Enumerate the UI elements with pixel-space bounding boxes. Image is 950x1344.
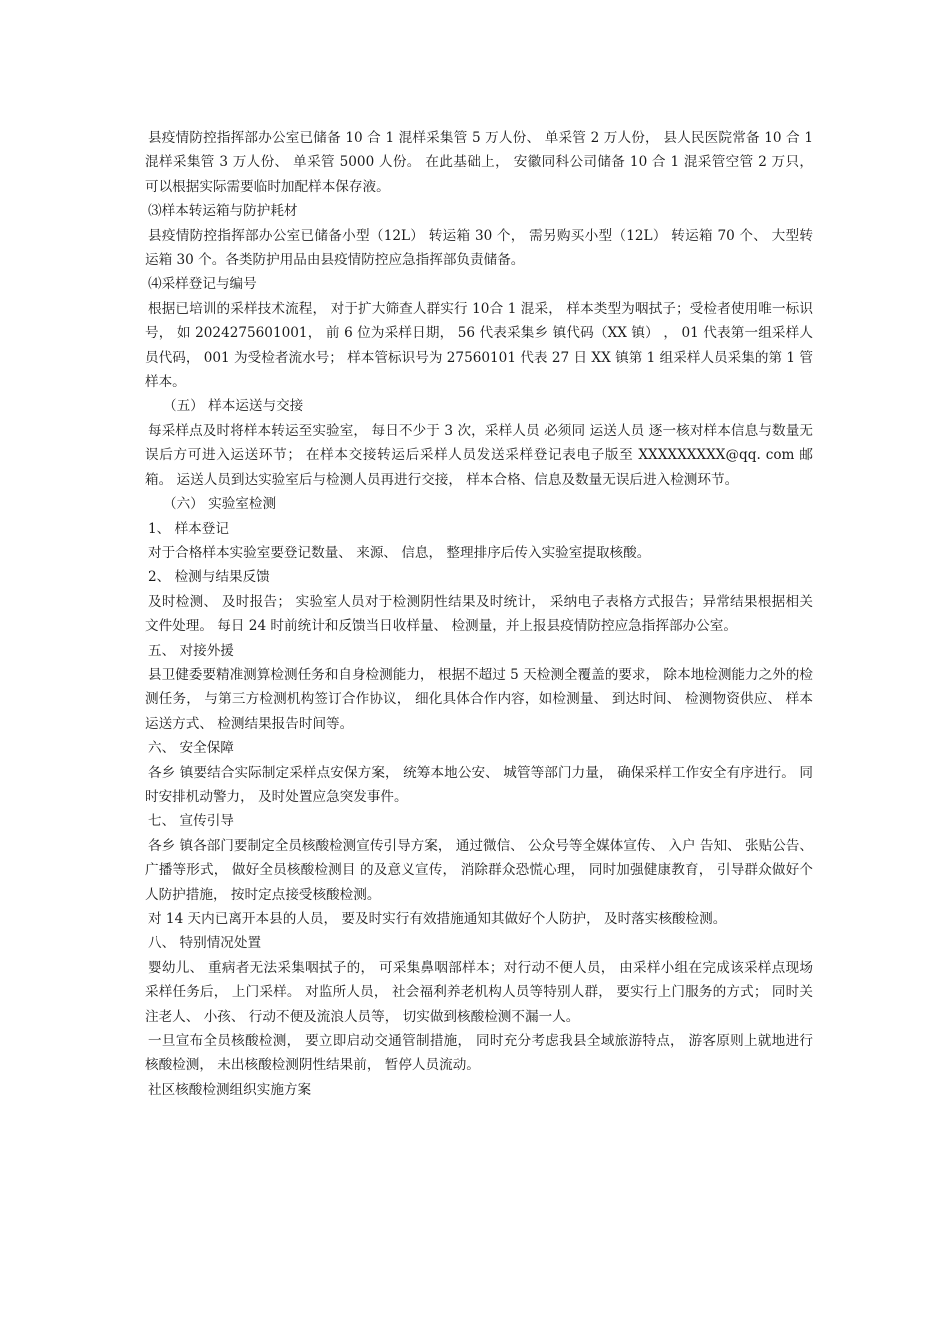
section-heading: 五、 对接外援 (148, 642, 234, 659)
body-paragraph: 根据已培训的采样技术流程， 对于扩大筛查人群实行 10合 1 混采， 样本类型为咽拭子；受检者使用唯一标识号， 如 2024275601001， 前 6 位为采样日期， 56 代表采集乡 镇代码（XX 镇） ， 01 代表第一组采样人员代码， 001 为受检者流水号； 样本管标识号为 27560101 代表 27 日 XX 镇第 1 组采样人员采集的第 1 管样本。 (145, 300, 813, 391)
section-heading: （六） 实验室检测 (163, 496, 277, 513)
section-heading: 2、 检测与结果反馈 (148, 569, 270, 586)
body-paragraph: 各乡 镇各部门要制定全员核酸检测宣传引导方案， 通过微信、 公众号等全媒体宣传、 入户 告知、 张贴公告、 广播等形式， 做好全员核酸检测目 的及意义宣传， 消除群众恐慌心理， 同时加强健康教育， 引导群众做好个人防护措施， 按时定点接受核酸检测。 (145, 837, 813, 903)
section-heading: 社区核酸检测组织实施方案 (148, 1081, 312, 1098)
body-paragraph: 对 14 天内已离开本县的人员， 要及时实行有效措施通知其做好个人防护， 及时落实核酸检测。 (148, 911, 727, 927)
body-paragraph: 对于合格样本实验室要登记数量、 来源、 信息， 整理排序后传入实验室提取核酸。 (148, 544, 651, 561)
section-heading: ⑶样本转运箱与防护耗材 (148, 203, 298, 220)
section-heading: ⑷采样登记与编号 (148, 276, 257, 293)
section-heading: 1、 样本登记 (148, 520, 229, 537)
body-paragraph: 婴幼儿、 重病者无法采集咽拭子的， 可采集鼻咽部样本；对行动不便人员， 由采样小组在完成该采样点现场采样任务后， 上门采样。 对监所人员， 社会福利养老机构人员等特别人群， 要实行上门服务的方式； 同时关注老人、 小孩、 行动不便及流浪人员等， 切实做到核酸检测不漏一人。 (145, 959, 813, 1025)
section-heading: 八、 特别情况处置 (148, 935, 262, 952)
body-paragraph: 一旦宣布全员核酸检测， 要立即启动交通管制措施， 同时充分考虑我县全域旅游特点， 游客原则上就地进行核酸检测， 未出核酸检测阴性结果前， 暂停人员流动。 (145, 1033, 813, 1074)
body-paragraph: 县疫情防控指挥部办公室已储备 10 合 1 混样采集管 5 万人份、 单采管 2 万人份， 县人民医院常备 10 合 1 混样采集管 3 万人份、 单采管 5000 人份。 在此基础上， 安徽同科公司储备 10 合 1 混采管空管 2 万只， 可以根据实际需要临时加配样本保存液。 (145, 130, 813, 195)
body-paragraph: 县疫情防控指挥部办公室已储备小型（12L） 转运箱 30 个， 需另购买小型（12L） 转运箱 70 个、 大型转运箱 30 个。各类防护用品由县疫情防控应急指挥部负责储备。 (145, 227, 813, 269)
body-paragraph: 各乡 镇要结合实际制定采样点安保方案， 统筹本地公安、 城管等部门力量， 确保采样工作安全有序进行。 同时安排机动警力， 及时处置应急突发事件。 (145, 764, 813, 805)
document-body (145, 126, 813, 1102)
body-paragraph: 及时检测、 及时报告； 实验室人员对于检测阴性结果及时统计， 采纳电子表格方式报告；异常结果根据相关文件处理。 每日 24 时前统计和反馈当日收样量、 检测量，并上报县疫情防控应急指挥部办公室。 (145, 593, 813, 635)
section-heading: 六、 安全保障 (148, 740, 234, 757)
body-paragraph: 县卫健委要精准测算检测任务和自身检测能力， 根据不超过 5 天检测全覆盖的要求， 除本地检测能力之外的检测任务， 与第三方检测机构签订合作协议， 细化具体合作内容，如检测量、 到达时间、 检测物资供应、 样本运送方式、 检测结果报告时间等。 (145, 666, 813, 732)
section-heading: 七、 宣传引导 (148, 813, 234, 830)
body-paragraph: 每采样点及时将样本转运至实验室， 每日不少于 3 次，采样人员 必须同 运送人员 逐一核对样本信息与数量无误后方可进入运送环节； 在样本交接转运后采样人员发送采样登记表电子版至 XXXXXXXXX@qq. com 邮箱。 运送人员到达实验室后与检测人员再进行交接， 样本合格、信息及数量无误后进入检测环节。 (145, 422, 813, 488)
section-heading: （五） 样本运送与交接 (163, 398, 304, 415)
